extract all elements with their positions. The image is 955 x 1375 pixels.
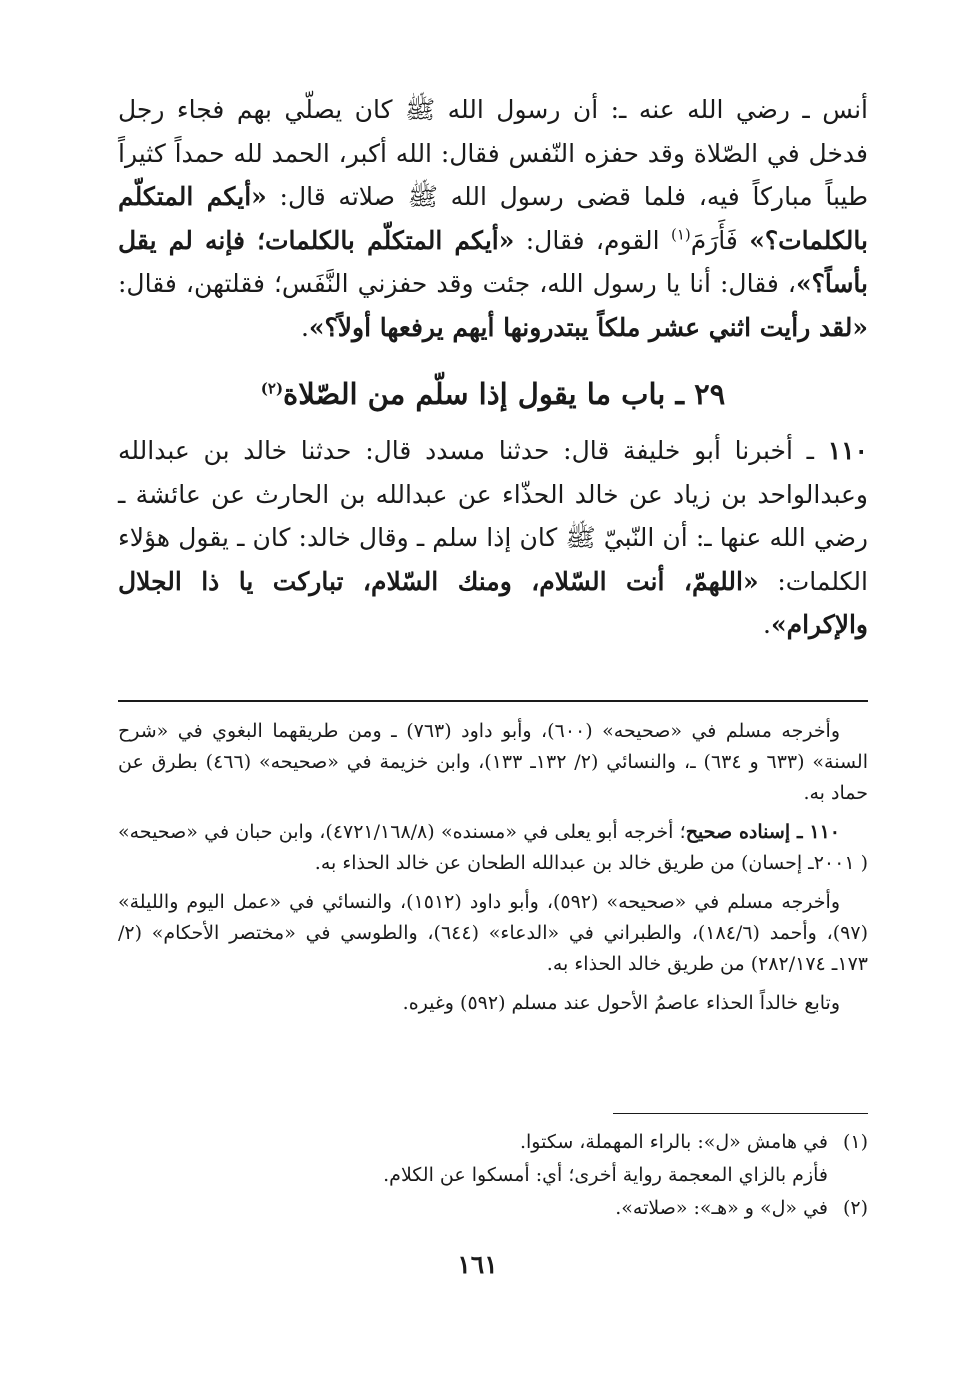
hadith-paragraph-110: [118, 429, 868, 647]
footnote-ref-1[interactable]: (١): [670, 225, 691, 244]
footnote-text: في «ل» و «هـ»: «صلاته».: [615, 1197, 828, 1219]
bold-quote: «لقد رأيت اثني عشر ملكاً يبتدرونها أيهم يرفعها أولاً؟»: [308, 312, 868, 342]
text-run: القوم، فقال:: [514, 225, 671, 255]
footnote-item: [118, 1192, 868, 1225]
note-paragraph: وأخرجه مسلم في «صحيحه» (٥٩٢)، وأبو داود (١٥١٢)، والنسائي في «عمل اليوم والليلة» (٩٧)، وأحمد (١٨٤/٦)، والطبراني في «الدعاء» (٦٤٤)، والطوسي في «مختصر الأحكام» (٢/ ١٧٣ـ ٢٨٢/١٧٤) من طريق خالد الحذاء به.: [118, 891, 868, 975]
footnotes: [118, 1126, 868, 1225]
separator-line: [118, 700, 868, 702]
footnote-text: فأزم بالزاي المعجمة رواية أخرى؛ أي: أمسكوا عن الكلام.: [383, 1164, 828, 1186]
note-paragraph: وأخرجه مسلم في «صحيحه» (٦٠٠)، وأبو داود (٧٦٣) ـ ومن طريقهما البغوي في «شرح السنة» (٦٣٣ و ٦٣٤) ـ، والنسائي (٢/ ١٣٢ـ ١٣٣)، وابن خزيمة في «صحيحه» (٤٦٦) بطرق عن حماد به.: [118, 720, 868, 804]
chapter-heading: [118, 369, 868, 419]
footnote-ref-2[interactable]: (٢): [260, 379, 284, 398]
bold-quote: «أيكم المتكلّم بالكلمات؟»: [118, 182, 868, 255]
footnote-number: (٢): [842, 1197, 868, 1219]
hadith-paragraph-continued: [118, 88, 868, 349]
hadith-number: ١١٠: [827, 436, 868, 465]
main-text: [118, 88, 868, 647]
text-run: ؛ أخرجه أبو يعلى في «مسنده» (٤٧٢١/١٦٨/٨)، وابن حبان في «صحيحه» ( ٢٠٠١ـ إحسان) من طريق خالد بن عبدالله الطحان عن خالد الحذاء به.: [118, 821, 868, 874]
note-heading: ١١٠ ـ إسناده صحيح: [685, 821, 840, 843]
note-paragraph: [118, 817, 868, 879]
note-paragraph: وتابع خالداً الحذاء عاصمُ الأحول عند مسلم (٥٩٢) وغيره.: [402, 992, 840, 1014]
footnote-separator: [613, 1113, 868, 1114]
bold-quote: «أيكم المتكلّم بالكلمات؛ فإنه لم يقل بأساً؟»: [118, 225, 868, 298]
footnote-item: [118, 1126, 868, 1159]
text-run: .: [300, 312, 309, 342]
bold-quote: «اللهمّ، أنت السّلام، ومنك السّلام، تباركت يا ذا الجلال والإكرام»: [118, 566, 868, 639]
text-run: فَأَرَمَ: [690, 225, 750, 255]
text-run: ، فقال: أنا يا رسول الله، جئت وقد حفزني النَّفَس؛ فقلتهن، فقال:: [118, 269, 796, 298]
footnote-text: في هامش «ل»: بالراء المهملة، سكتوا.: [519, 1131, 828, 1153]
page-number: ١٦١: [457, 1250, 498, 1279]
takhrij-notes: [118, 716, 868, 1027]
text-run: ـ أخبرنا أبو خليفة قال: حدثنا مسدد قال: حدثنا خالد بن عبدالله وعبدالواحد بن زياد عن خالد الحذّاء عن عبدالله بن الحارث عن عائشة ـ رضي الله عنها ـ: أن النّبيّ ﷺ كان إذا سلم ـ وقال خالد: كان ـ يقول هؤلاء الكلمات:: [118, 436, 868, 596]
text-run: .: [763, 610, 771, 639]
footnote-item: [118, 1159, 868, 1192]
chapter-title: ٢٩ ـ باب ما يقول إذا سلّم من الصّلاة: [283, 377, 726, 411]
footnote-number: (١): [842, 1131, 868, 1153]
text-run: أنس ـ رضي الله عنه ـ: أن رسول الله ﷺ كان يصلّي بهم فجاء رجل فدخل في الصّلاة وقد حفزه النّفس فقال: الله أكبر، الحمد لله حمداً كثيراً طيباً مباركاً فيه، فلما قضى رسول الله ﷺ صلاته قال:: [118, 95, 868, 211]
